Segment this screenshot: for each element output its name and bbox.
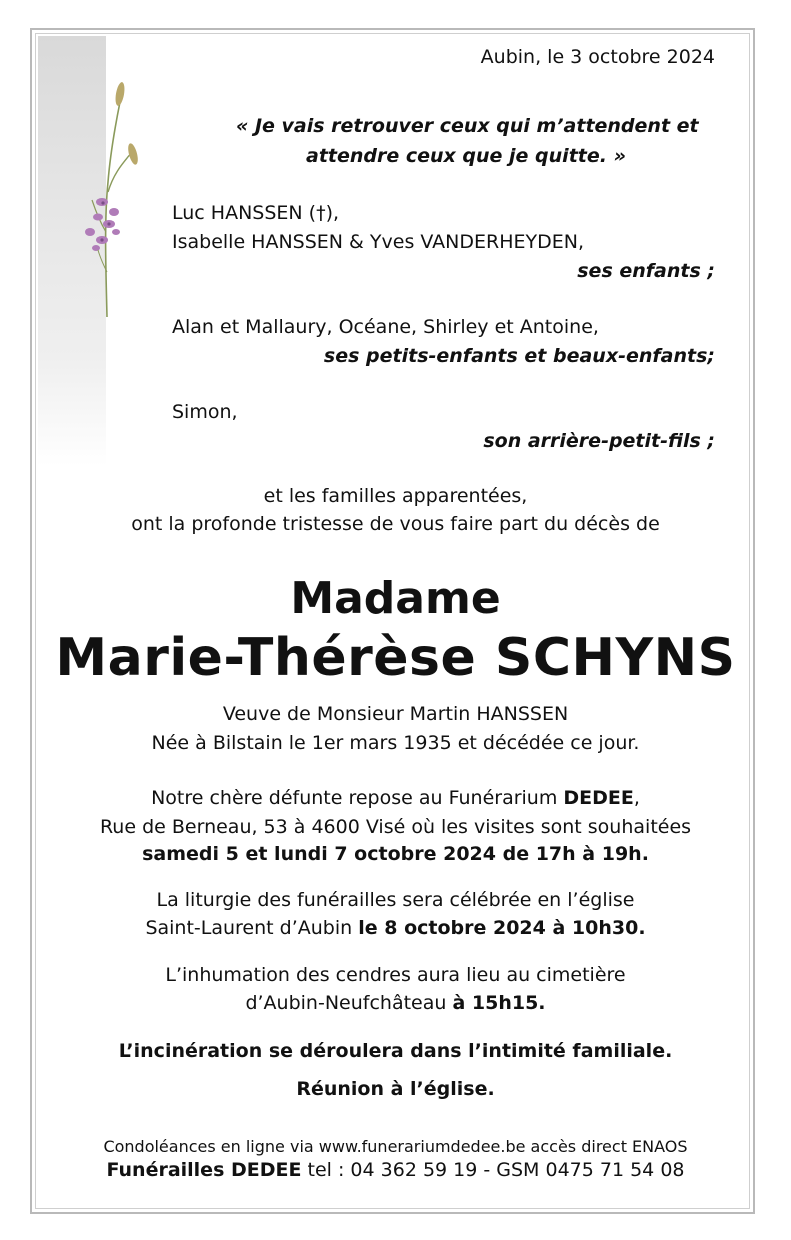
liturgy-line-1: La liturgie des funérailles sera célébrée en l’église <box>156 889 635 911</box>
children-line-1: Luc HANSSEN (†), <box>172 202 340 224</box>
visitation-line-3: samedi 5 et lundi 7 octobre 2024 de 17h à 19h. <box>142 843 649 865</box>
place-date: Aubin, le 3 octobre 2024 <box>480 46 715 68</box>
condolences-line: Condoléances en ligne via www.funerariumdedee.be accès direct ENAOS <box>103 1137 688 1156</box>
widow-of: Veuve de Monsieur Martin HANSSEN <box>222 703 569 725</box>
quote-line-1: « Je vais retrouver ceux qui m’attendent et <box>236 115 699 137</box>
relatives-line: et les familles apparentées, <box>263 485 528 507</box>
burial-line-1: L’inhumation des cendres aura lieu au cimetière <box>165 964 626 986</box>
flower-illustration <box>62 72 152 322</box>
born-died: Née à Bilstain le 1er mars 1935 et décédée ce jour. <box>151 732 640 754</box>
cremation-note: L’incinération se déroulera dans l’intimité familiale. <box>118 1040 673 1062</box>
burial-line-2: d’Aubin-Neufchâteau à 15h15. <box>245 992 546 1014</box>
children-line-2: Isabelle HANSSEN & Yves VANDERHEYDEN, <box>172 231 585 253</box>
liturgy-line-2: Saint-Laurent d’Aubin le 8 octobre 2024 à 10h30. <box>145 917 646 939</box>
grandchildren-line: Alan et Mallaury, Océane, Shirley et Antoine, <box>172 316 599 338</box>
children-role: ses enfants ; <box>577 260 715 282</box>
reunion-note: Réunion à l’église. <box>296 1078 495 1100</box>
visitation-line-2: Rue de Berneau, 53 à 4600 Visé où les visites sont souhaitées <box>99 816 692 838</box>
great-grandchild-role: son arrière-petit-fils ; <box>483 430 715 452</box>
deceased-name: Marie-Thérèse SCHYNS <box>55 628 736 688</box>
announcement-line: ont la profonde tristesse de vous faire part du décès de <box>131 513 660 535</box>
company-contact: Funérailles DEDEE tel : 04 362 59 19 - GSM 0475 71 54 08 <box>106 1159 685 1181</box>
deceased-title: Madame <box>290 573 501 624</box>
visitation-line-1: Notre chère défunte repose au Funérarium DEDEE, <box>151 787 640 809</box>
quote-line-2: attendre ceux que je quitte. » <box>306 145 626 167</box>
great-grandchild: Simon, <box>172 401 238 423</box>
grandchildren-role: ses petits-enfants et beaux-enfants; <box>323 345 715 367</box>
